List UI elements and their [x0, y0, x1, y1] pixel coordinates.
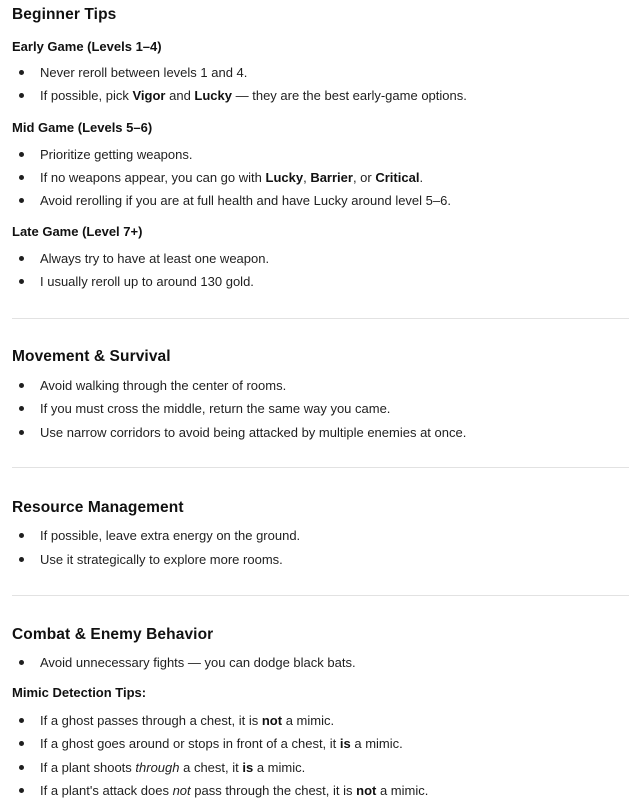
list-item: Use it strategically to explore more rooms.: [12, 551, 629, 574]
list-item: Avoid walking through the center of rooms.: [12, 377, 629, 400]
list-item: If no weapons appear, you can go with Lucky, Barrier, or Critical.: [12, 169, 629, 192]
divider: [12, 467, 629, 468]
list-late-game: [12, 250, 629, 296]
list-mid-game: [12, 146, 629, 215]
list-early-game: [12, 64, 629, 110]
list-item: Avoid unnecessary fights — you can dodge black bats.: [12, 654, 629, 677]
list-item: Always try to have at least one weapon.: [12, 250, 629, 273]
section-title-beginner-tips: Beginner Tips: [12, 6, 117, 23]
divider: [12, 318, 629, 319]
list-item: Use narrow corridors to avoid being attacked by multiple enemies at once.: [12, 424, 629, 447]
list-item: If a plant's attack does not pass through the chest, it is not a mimic.: [12, 782, 629, 805]
list-mimic-detection: [12, 712, 629, 805]
list-item: If possible, leave extra energy on the ground.: [12, 527, 629, 551]
list-combat: [12, 654, 629, 677]
list-item: Avoid rerolling if you are at full health and have Lucky around level 5–6.: [12, 192, 629, 215]
list-item: Never reroll between levels 1 and 4.: [12, 64, 629, 87]
list-item: If a plant shoots through a chest, it is a mimic.: [12, 759, 629, 782]
subheading-early-game: Early Game (Levels 1–4): [12, 39, 162, 54]
subheading-mid-game: Mid Game (Levels 5–6): [12, 120, 153, 135]
list-item: If you must cross the middle, return the same way you came.: [12, 400, 629, 424]
list-movement: [12, 377, 629, 447]
list-item: I usually reroll up to around 130 gold.: [12, 273, 629, 296]
divider: [12, 595, 629, 596]
list-item: If possible, pick Vigor and Lucky — they are the best early-game options.: [12, 87, 629, 110]
list-item: Prioritize getting weapons.: [12, 146, 629, 169]
section-title-resource: Resource Management: [12, 499, 184, 516]
list-resource: [12, 527, 629, 574]
list-item: If a ghost passes through a chest, it is not a mimic.: [12, 712, 629, 735]
section-title-movement: Movement & Survival: [12, 348, 171, 365]
subheading-mimic-detection: Mimic Detection Tips:: [12, 685, 147, 700]
section-title-combat: Combat & Enemy Behavior: [12, 626, 214, 643]
subheading-late-game: Late Game (Level 7+): [12, 224, 143, 239]
list-item: If a ghost goes around or stops in front of a chest, it is a mimic.: [12, 735, 629, 759]
